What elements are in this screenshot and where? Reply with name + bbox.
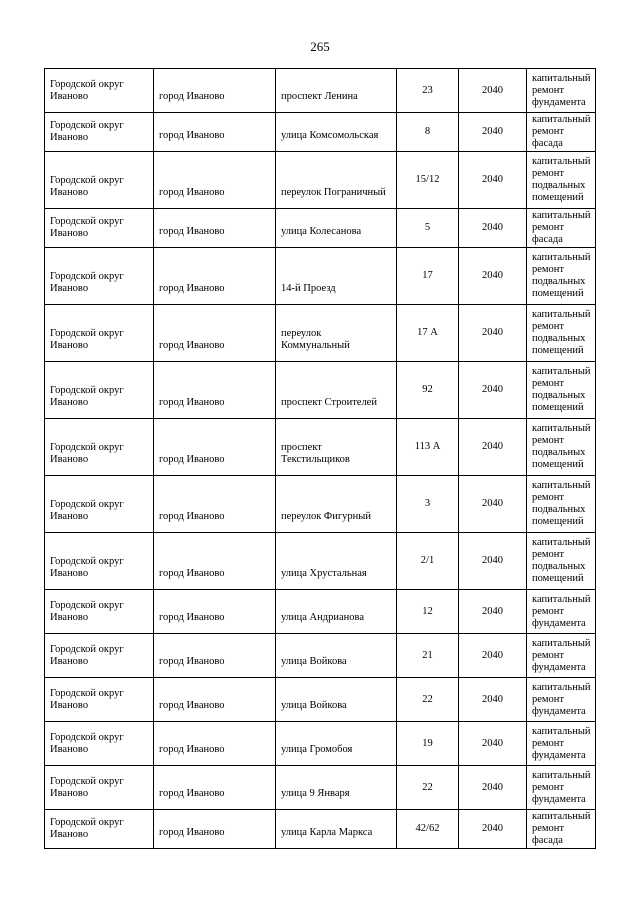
year-cell: 2040 <box>459 476 527 533</box>
municipality-cell: Городской округ Иваново <box>45 722 154 766</box>
street-cell: проспект Текстильщиков <box>276 419 397 476</box>
settlement-cell: город Иваново <box>154 152 276 209</box>
table-row <box>45 248 596 305</box>
year-cell: 2040 <box>459 722 527 766</box>
municipality-cell: Городской округ Иваново <box>45 590 154 634</box>
municipality-cell: Городской округ Иваново <box>45 209 154 248</box>
house-number-cell: 3 <box>397 476 459 533</box>
year-cell: 2040 <box>459 113 527 152</box>
year-cell: 2040 <box>459 248 527 305</box>
work-type-cell: капитальный ремонт фундамента <box>527 678 596 722</box>
street-cell: улица Комсомольская <box>276 113 397 152</box>
work-type-cell: капитальный ремонт фасада <box>527 810 596 849</box>
table-row <box>45 209 596 248</box>
settlement-cell: город Иваново <box>154 362 276 419</box>
year-cell: 2040 <box>459 209 527 248</box>
table-row <box>45 634 596 678</box>
settlement-cell: город Иваново <box>154 766 276 810</box>
house-number-cell: 22 <box>397 766 459 810</box>
work-type-cell: капитальный ремонт фундамента <box>527 766 596 810</box>
house-number-cell: 21 <box>397 634 459 678</box>
settlement-cell: город Иваново <box>154 590 276 634</box>
table-row <box>45 533 596 590</box>
table-row <box>45 305 596 362</box>
year-cell: 2040 <box>459 590 527 634</box>
settlement-cell: город Иваново <box>154 209 276 248</box>
municipality-cell: Городской округ Иваново <box>45 533 154 590</box>
work-type-cell: капитальный ремонт фундамента <box>527 634 596 678</box>
settlement-cell: город Иваново <box>154 476 276 533</box>
settlement-cell: город Иваново <box>154 419 276 476</box>
work-type-cell: капитальный ремонт подвальных помещений <box>527 533 596 590</box>
street-cell: 14-й Проезд <box>276 248 397 305</box>
house-number-cell: 12 <box>397 590 459 634</box>
work-type-cell: капитальный ремонт фасада <box>527 113 596 152</box>
settlement-cell: город Иваново <box>154 722 276 766</box>
settlement-cell: город Иваново <box>154 533 276 590</box>
table-row <box>45 419 596 476</box>
work-type-cell: капитальный ремонт подвальных помещений <box>527 305 596 362</box>
municipality-cell: Городской округ Иваново <box>45 476 154 533</box>
table-row <box>45 113 596 152</box>
settlement-cell: город Иваново <box>154 113 276 152</box>
work-type-cell: капитальный ремонт подвальных помещений <box>527 248 596 305</box>
municipality-cell: Городской округ Иваново <box>45 362 154 419</box>
municipality-cell: Городской округ Иваново <box>45 152 154 209</box>
table-row <box>45 810 596 849</box>
year-cell: 2040 <box>459 362 527 419</box>
street-cell: улица Андрианова <box>276 590 397 634</box>
street-cell: проспект Строителей <box>276 362 397 419</box>
page-number: 265 <box>310 39 330 54</box>
house-number-cell: 8 <box>397 113 459 152</box>
year-cell: 2040 <box>459 810 527 849</box>
work-type-cell: капитальный ремонт фундамента <box>527 722 596 766</box>
municipality-cell: Городской округ Иваново <box>45 678 154 722</box>
table-row <box>45 678 596 722</box>
municipality-cell: Городской округ Иваново <box>45 248 154 305</box>
house-number-cell: 42/62 <box>397 810 459 849</box>
municipality-cell: Городской округ Иваново <box>45 766 154 810</box>
table-row <box>45 69 596 113</box>
year-cell: 2040 <box>459 305 527 362</box>
municipality-cell: Городской округ Иваново <box>45 113 154 152</box>
house-number-cell: 17 <box>397 248 459 305</box>
house-number-cell: 2/1 <box>397 533 459 590</box>
work-type-cell: капитальный ремонт подвальных помещений <box>527 152 596 209</box>
house-number-cell: 19 <box>397 722 459 766</box>
house-number-cell: 92 <box>397 362 459 419</box>
table-row <box>45 590 596 634</box>
house-number-cell: 22 <box>397 678 459 722</box>
year-cell: 2040 <box>459 678 527 722</box>
work-type-cell: капитальный ремонт фасада <box>527 209 596 248</box>
municipality-cell: Городской округ Иваново <box>45 419 154 476</box>
year-cell: 2040 <box>459 419 527 476</box>
table-row <box>45 476 596 533</box>
year-cell: 2040 <box>459 152 527 209</box>
settlement-cell: город Иваново <box>154 634 276 678</box>
street-cell: улица Карла Маркса <box>276 810 397 849</box>
table-row <box>45 722 596 766</box>
municipality-cell: Городской округ Иваново <box>45 810 154 849</box>
street-cell: проспект Ленина <box>276 69 397 113</box>
house-number-cell: 15/12 <box>397 152 459 209</box>
house-number-cell: 113 А <box>397 419 459 476</box>
settlement-cell: город Иваново <box>154 305 276 362</box>
street-cell: улица Громобоя <box>276 722 397 766</box>
year-cell: 2040 <box>459 69 527 113</box>
work-type-cell: капитальный ремонт подвальных помещений <box>527 419 596 476</box>
street-cell: улица Хрустальная <box>276 533 397 590</box>
settlement-cell: город Иваново <box>154 678 276 722</box>
year-cell: 2040 <box>459 634 527 678</box>
register-table <box>44 68 596 849</box>
work-type-cell: капитальный ремонт фундамента <box>527 69 596 113</box>
settlement-cell: город Иваново <box>154 248 276 305</box>
year-cell: 2040 <box>459 766 527 810</box>
municipality-cell: Городской округ Иваново <box>45 305 154 362</box>
street-cell: переулок Пограничный <box>276 152 397 209</box>
year-cell: 2040 <box>459 533 527 590</box>
street-cell: переулок Фигурный <box>276 476 397 533</box>
street-cell: переулок Коммунальный <box>276 305 397 362</box>
house-number-cell: 17 А <box>397 305 459 362</box>
municipality-cell: Городской округ Иваново <box>45 69 154 113</box>
street-cell: улица Войкова <box>276 678 397 722</box>
street-cell: улица Войкова <box>276 634 397 678</box>
table-row <box>45 152 596 209</box>
street-cell: улица Колесанова <box>276 209 397 248</box>
settlement-cell: город Иваново <box>154 810 276 849</box>
work-type-cell: капитальный ремонт подвальных помещений <box>527 362 596 419</box>
house-number-cell: 5 <box>397 209 459 248</box>
house-number-cell: 23 <box>397 69 459 113</box>
settlement-cell: город Иваново <box>154 69 276 113</box>
work-type-cell: капитальный ремонт фундамента <box>527 590 596 634</box>
municipality-cell: Городской округ Иваново <box>45 634 154 678</box>
street-cell: улица 9 Января <box>276 766 397 810</box>
table-row <box>45 362 596 419</box>
work-type-cell: капитальный ремонт подвальных помещений <box>527 476 596 533</box>
table-row <box>45 766 596 810</box>
